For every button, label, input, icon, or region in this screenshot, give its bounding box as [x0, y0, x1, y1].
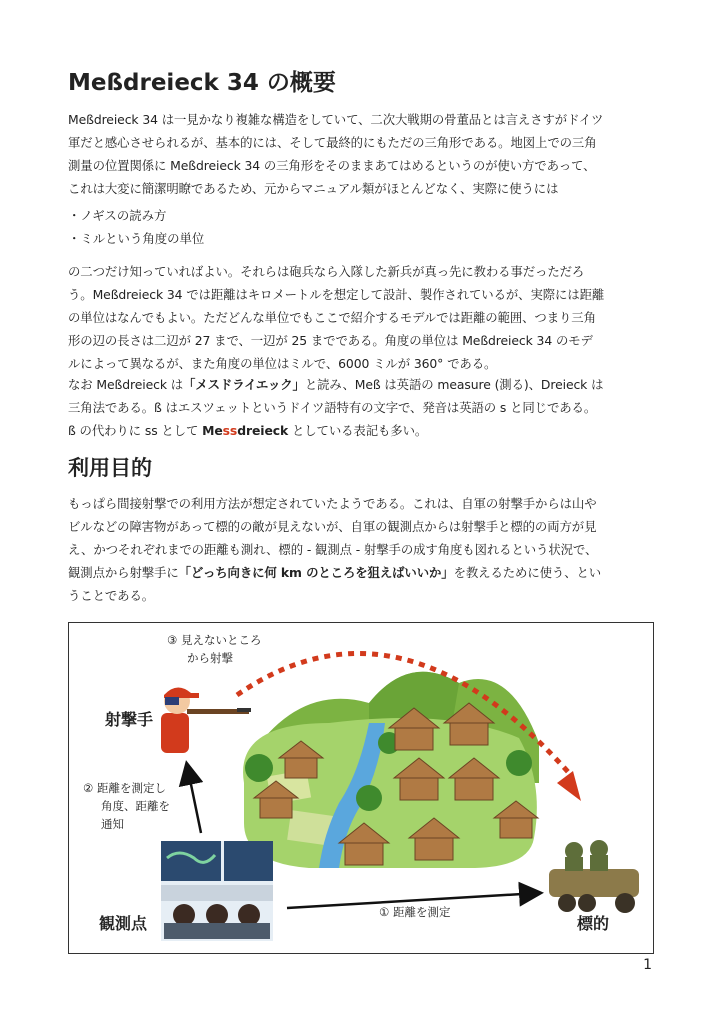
label-line: 通知 — [101, 817, 124, 831]
label-measure-and-report — [83, 779, 170, 833]
page-number: 1 — [643, 957, 652, 973]
trajectory-arrowhead — [557, 771, 581, 801]
intro-line: 軍だと感心させられるが、基本的には、そして最終的にもただの三角形である。地図上での三角 — [68, 135, 597, 150]
label-target: 標的 — [577, 914, 610, 933]
purpose-emphasis: 「どっち向きに何 km のところを狙えばいいか」 — [178, 565, 454, 580]
paragraph-line: 三角法である。ß はエスツェットというドイツ語特有の文字で、発音は英語の s と同じである。 — [68, 400, 597, 415]
list-item: ・ ミルという角度の単位 — [68, 227, 204, 250]
paragraph-line: もっぱら間接射撃での利用方法が想定されていたようである。これは、自軍の射撃手からは山や — [68, 496, 597, 511]
list-item: ・ ノギスの読み方 — [68, 204, 204, 227]
observation-room-illustration — [161, 841, 273, 941]
units-paragraph — [68, 260, 658, 375]
label-line: から射撃 — [187, 651, 233, 665]
paragraph-line: うことである。 — [68, 588, 155, 603]
label-measure-distance: ① 距離を測定 — [379, 905, 451, 919]
label-line: 角度、距離を — [101, 799, 170, 813]
label-shooter: 射撃手 — [105, 710, 154, 729]
pronunciation-emphasis: 「メスドライエック」 — [183, 377, 305, 392]
label-fire-unseen — [167, 631, 261, 667]
paragraph-line: う。Meßdreieck 34 では距離はキロメートルを想定して設計、製作されているが、実際には距離 — [68, 287, 605, 302]
paragraph-line: 形の辺の長さは二辺が 27 まで、一辺が 25 までである。角度の単位は Meßdreieck 34 のモデ — [68, 333, 593, 348]
indirect-fire-diagram — [68, 622, 654, 954]
alt-spelling-rest: dreieck — [237, 423, 289, 438]
text: としている表記も多い。 — [288, 423, 428, 438]
paragraph-line: ビルなどの障害物があって標的の敵が見えないが、自軍の観測点からは射撃手と標的の両方が見 — [68, 519, 597, 534]
paragraph-line — [68, 373, 658, 396]
label-line: ② 距離を測定し — [83, 781, 166, 795]
intro-line: 測量の位置関係に Meßdreieck 34 の三角形をそのままあてはめるというのが使い方であって、 — [68, 158, 596, 173]
text: を教えるために使う、とい — [453, 565, 602, 580]
section-title-purpose: 利用目的 — [68, 456, 152, 480]
paragraph-line: の単位はなんでもよい。ただどんな単位でもここで紹介するモデルでは距離の範囲、つまり三角 — [68, 310, 596, 325]
intro-line: Meßdreieck 34 は一見かなり複雑な構造をしていて、二次大戦期の骨董品とは言えさすがドイツ — [68, 112, 604, 127]
text: 観測点から射撃手に — [68, 565, 179, 580]
target-illustration — [549, 840, 639, 913]
pronunciation-paragraph — [68, 373, 658, 442]
intro-paragraph — [68, 108, 658, 200]
alt-spelling-me: Me — [202, 423, 223, 438]
paragraph-line — [68, 561, 658, 584]
paragraph-line: の二つだけ知っていればよい。それらは砲兵なら入隊した新兵が真っ先に教わる事だっただろ — [68, 264, 585, 279]
alt-spelling-ss: ss — [222, 423, 238, 438]
paragraph-line: ルによって異なるが、また角度の単位はミルで、6000 ミルが 360° である。 — [68, 356, 497, 371]
paragraph-line — [68, 419, 658, 442]
text: と読み、Meß は英語の measure (測る)、Dreieck は — [304, 377, 604, 392]
shooter-illustration — [161, 687, 251, 753]
label-observer: 観測点 — [99, 914, 148, 933]
page-title: Meßdreieck 34 の概要 — [68, 70, 336, 96]
text: ß の代わりに ss として — [68, 423, 203, 438]
alt-spelling — [202, 423, 288, 438]
intro-line: これは大変に簡潔明瞭であるため、元からマニュアル類がほとんどなく、実際に使うには — [68, 181, 559, 196]
report-arrow — [187, 765, 201, 833]
label-line: ③ 見えないところ — [167, 633, 262, 647]
paragraph-line: え、かつそれぞれまでの距離も測れ、標的 - 観測点 - 射撃手の成す角度も図れるという状況で、 — [68, 542, 598, 557]
purpose-paragraph — [68, 492, 658, 607]
requirements-list — [68, 204, 204, 250]
text: なお Meßdreieck は — [68, 377, 184, 392]
